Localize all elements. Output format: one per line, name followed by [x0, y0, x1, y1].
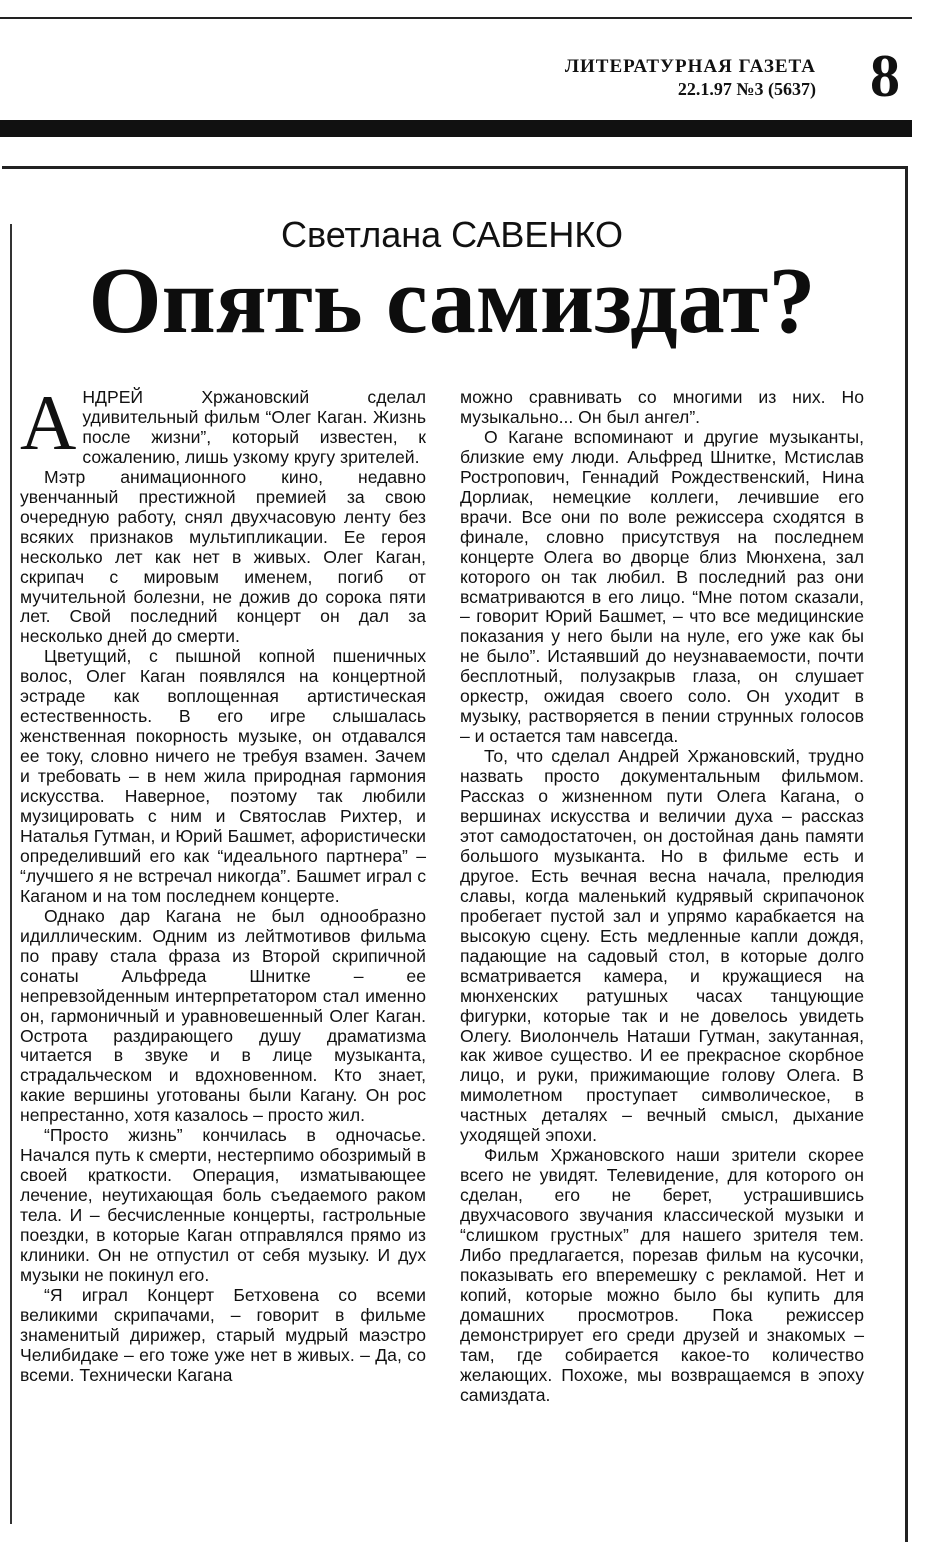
paragraph: Однако дар Кагана не был однообразно идиллическим. Одним из лейтмотивов фильма по праву стала фраза из Второй скрипичной сонаты Альфреда Шнитке – ее непревзойденным интерпретатором стал именно он, гармоничный и уравновешенный Олег Каган. Острота раздирающего душу драматизма читается в звуке и в лице музыканта, страдальческом и вдохновенном. Кто знает, какие вершины уготованы были Кагану. Он рос непрестанно, хотя казалось – просто жил.	[20, 905, 426, 1126]
masthead	[565, 56, 816, 100]
paragraph: “Просто жизнь” кончилась в одночасье. Начался путь к смерти, нестерпимо обозримый в своей краткости. Операция, изматывающее лечение, неутихающая боль съедаемого раком тела. И – бесчисленные концерты, гастрольные поездки, в которые Каган отправлялся прямо из клиники. Он не отпустил от себя музыку. И дух музыки не покинул его.	[20, 1125, 426, 1285]
paragraph: “Я играл Концерт Бетховена со всеми великими скрипачами, – говорит в фильме знаменитый дирижер, старый мудрый маэстро Челибидаке – его тоже уже нет в живых. – Да, со всеми. Технически Кагана	[20, 1284, 426, 1385]
paragraph: То, что сделал Андрей Хржановский, трудно назвать просто документальным фильмом. Рассказ о жизненном пути Олега Кагана, о вершинах искусства и величии духа – рассказ этот самодостаточен, он достойная дань памяти большого музыканта. Но в фильме есть и другое. Есть вечная весна начала, прелюдия славы, когда маленький кудрявый скрипачонок пробегает пустой зал и упрямо карабкается на высокую сцену. Есть медленные капли дождя, падающие на садовый стол, в которые долго всматривается камера, и кружащиеся на мюнхенских ратушных часах танцующие фигурки, которые так и не довелось увидеть Олегу. Виолончель Наташи Гутман, закутанная, как живое существо. И ее прекрасное скорбное лицо, и руки, прижимающие голову Олега. В мимолетном проступает символическое, в частных деталях – вечный смысл, дыхание уходящей эпохи.	[460, 746, 864, 1146]
paragraph: Цветущий, с пышной копной пшеничных волос, Олег Каган появлялся на концертной эстраде как воплощенная артистическая естественность. В его игре слышалась женственная покорность музыке, он отдавался ее току, словно ничего не требуя взамен. Зачем и требовать – в нем жила природная гармония искусства. Наверное, поэтому так любили музицировать с ним и Святослав Рихтер, и Наталья Гутман, и Юрий Башмет, афористически определивший его как “идеального партнера” – “лучшего я не встречал никогда”. Башмет играл с Каганом и на том последнем концерте.	[20, 646, 426, 906]
article-headline: Опять самиздат?	[88, 249, 816, 353]
page-number: 8	[870, 43, 900, 109]
paragraph: можно сравнивать со многими из них. Но музыкально... Он был ангел”.	[460, 387, 864, 427]
article-left-rule	[10, 224, 12, 1524]
issue-info: 22.1.97 №3 (5637)	[677, 79, 816, 99]
article-column-right	[460, 388, 864, 1406]
paragraph: Фильм Хржановского наши зрители скорее всего не увидят. Телевидение, для которого он сделан, его не берет, устрашившись двухчасового звучания классической музыки и “слишком грустных” для нашего зрителя тем. Либо предлагается, порезав фильм на кусочки, показывать его вперемешку с рекламой. Нет и копий, которые можно было бы купить для домашних просмотров. Пока режиссер демонстрирует его среди друзей и знакомых – там, где собирается какое-то количество желающих. Похоже, мы возвращаемся в эпоху самиздата.	[460, 1145, 864, 1405]
article-author: Светлана САВЕНКО	[281, 214, 623, 255]
article-column-left	[20, 379, 426, 1386]
lead-word: НДРЕЙ	[82, 387, 144, 407]
paragraph-text: Хржановский сделал удивительный фильм “Олег Каган. Жизнь после жизни”, который известен, к сожалению, лишь узкому кругу зрителей.	[82, 387, 426, 467]
paragraph	[20, 379, 426, 468]
newspaper-name: ЛИТЕРАТУРНАЯ ГАЗЕТА	[564, 56, 816, 77]
paragraph: О Кагане вспоминают и другие музыканты, близкие ему люди. Альфред Шнитке, Мстислав Ростропович, Геннадий Рождественский, Нина Дорлиак, немецкие коллеги, лечившие его врачи. Все они по воле режиссера сходятся в финале, словно присутствуя на последнем концерте Олега во дворце близ Мюнхена, зал которого он так любил. В последний раз они всматриваются в его лицо. “Мне потом сказали, – говорит Юрий Башмет, – что все медицинские показания у него были на нуле, его уже как бы не было”. Истаявший до неузнаваемости, почти бесплотный, полузакрыв глаза, он слушает оркестр, ожидая своего соло. Он уходит в музыку, растворяется в пении струнных голосов – и остается там навсегда.	[460, 426, 864, 747]
drop-cap: А	[20, 379, 77, 466]
top-rule	[0, 17, 912, 19]
header-rule	[0, 120, 912, 137]
paragraph: Мэтр анимационного кино, недавно увенчанный престижной премией за свою очередную работу, снял двухчасовую ленту без всяких признаков мультипликации. Ее героя несколько лет как нет в живых. Олег Каган, скрипач с мировым именем, погиб от мучительной болезни, не дожив до сорока пяти лет. Свой последний концерт он дал за несколько дней до смерти.	[20, 466, 426, 647]
